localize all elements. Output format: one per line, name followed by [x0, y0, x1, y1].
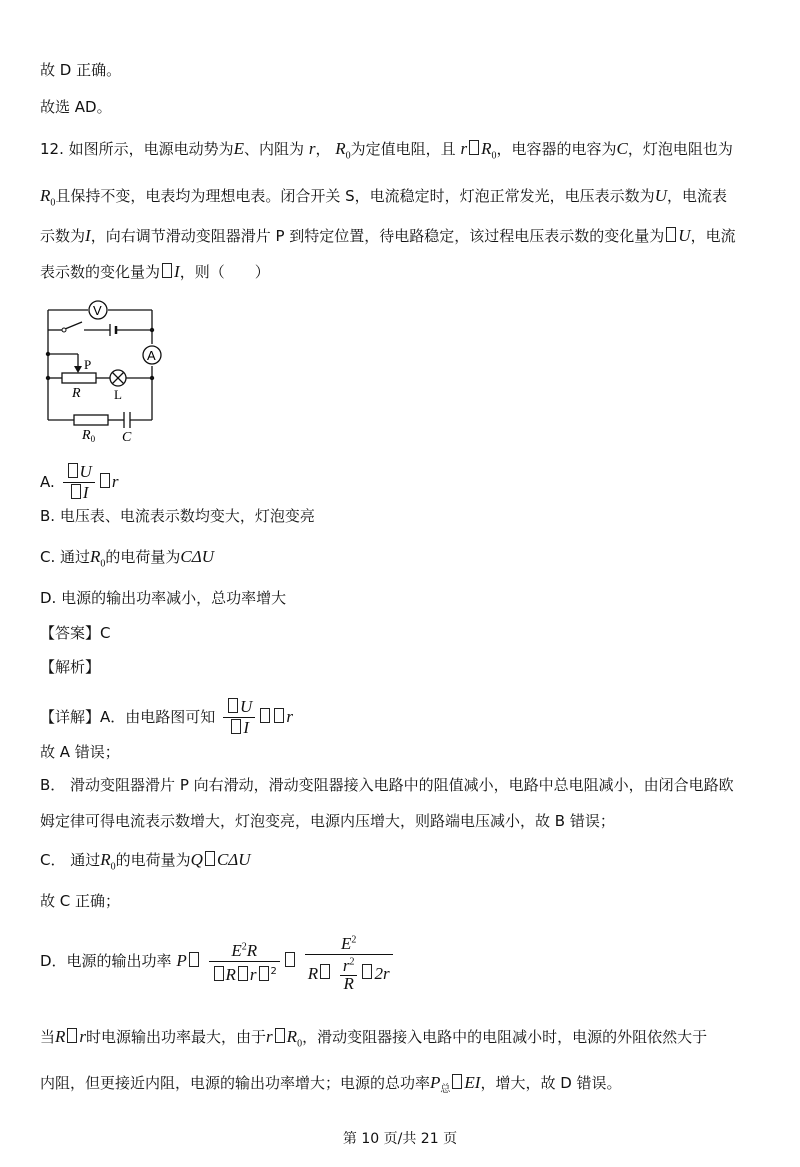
- detail-a: 【详解】A．由电路图可知 $\frac{U}{I}$ r: [40, 697, 293, 737]
- option-c: C. 通过$R_0$的电荷量为CΔU: [40, 547, 215, 570]
- ammeter-label: A: [147, 348, 156, 363]
- lamp-label: L: [114, 387, 122, 402]
- c-right: 故 C 正确；: [40, 892, 121, 910]
- b-line-2: 姆定律可得电流表示数增大，灯泡变亮，电源内压增大，则路端电压减小，故 B 错误；: [40, 812, 615, 830]
- line-choose-ad: 故选 AD。: [40, 98, 112, 116]
- e-line-1: 当R r时电源输出功率最大，由于r $R_0$，滑动变阻器接入电路中的电阻减小时，电源的外阻依然大于: [40, 1027, 708, 1050]
- r0-label: $R_0$: [82, 428, 96, 444]
- circuit-diagram: [40, 298, 170, 448]
- e-line-2: 内阻，但更接近内阻，电源的输出功率增大；电源的总功率$P_总$ EI，增大，故 D 错误。: [40, 1073, 622, 1095]
- a-wrong: 故 A 错误；: [40, 743, 120, 761]
- d-formula-line: D．电源的输出功率 P $\frac{E^2R}{R r ^2}$ $E^2$ R $\frac{r^2}{R}$ 2r: [40, 930, 396, 993]
- question-line-2: $R_0$且保持不变，电表均为理想电表。闭合开关 S，电流稳定时，灯泡正常发光，电压表示数为U，电流表: [40, 186, 727, 209]
- capacitor-label: C: [122, 430, 132, 445]
- c-line: C． 通过$R_0$的电荷量为Q CΔU: [40, 850, 251, 873]
- b-line-1: B． 滑动变阻器滑片 P 向右滑动，滑动变阻器接入电路中的阻值减小，电路中总电阻减小，由闭合电路欧: [40, 776, 734, 794]
- voltmeter-label: V: [93, 303, 102, 318]
- option-d: D. 电源的输出功率减小，总功率增大: [40, 589, 287, 607]
- slider-label: P: [84, 357, 92, 372]
- analysis-heading: 【解析】: [40, 658, 101, 676]
- option-b: B. 电压表、电流表示数均变大，灯泡变亮: [40, 507, 315, 525]
- rheostat-label: R: [72, 386, 81, 401]
- question-line-1: 12. 如图所示，电源电动势为E、内阻为 r， $R_0$为定值电阻，且 r $R_0$，电容器的电容为C，灯泡电阻也为: [40, 139, 733, 162]
- question-line-4: 表示数的变化量为 I，则（ ）: [40, 262, 270, 281]
- line-d-correct: 故 D 正确。: [40, 61, 122, 79]
- page-footer: 第 10 页/共 21 页: [342, 1131, 458, 1147]
- option-a: A. $\frac{U}{I}$ r: [40, 462, 119, 502]
- question-line-3: 示数为I，向右调节滑动变阻器滑片 P 到特定位置，待电路稳定，该过程电压表示数的变化量为 U，电流: [40, 226, 736, 245]
- answer: 【答案】C: [40, 624, 111, 642]
- missing-glyph-box: [469, 140, 479, 155]
